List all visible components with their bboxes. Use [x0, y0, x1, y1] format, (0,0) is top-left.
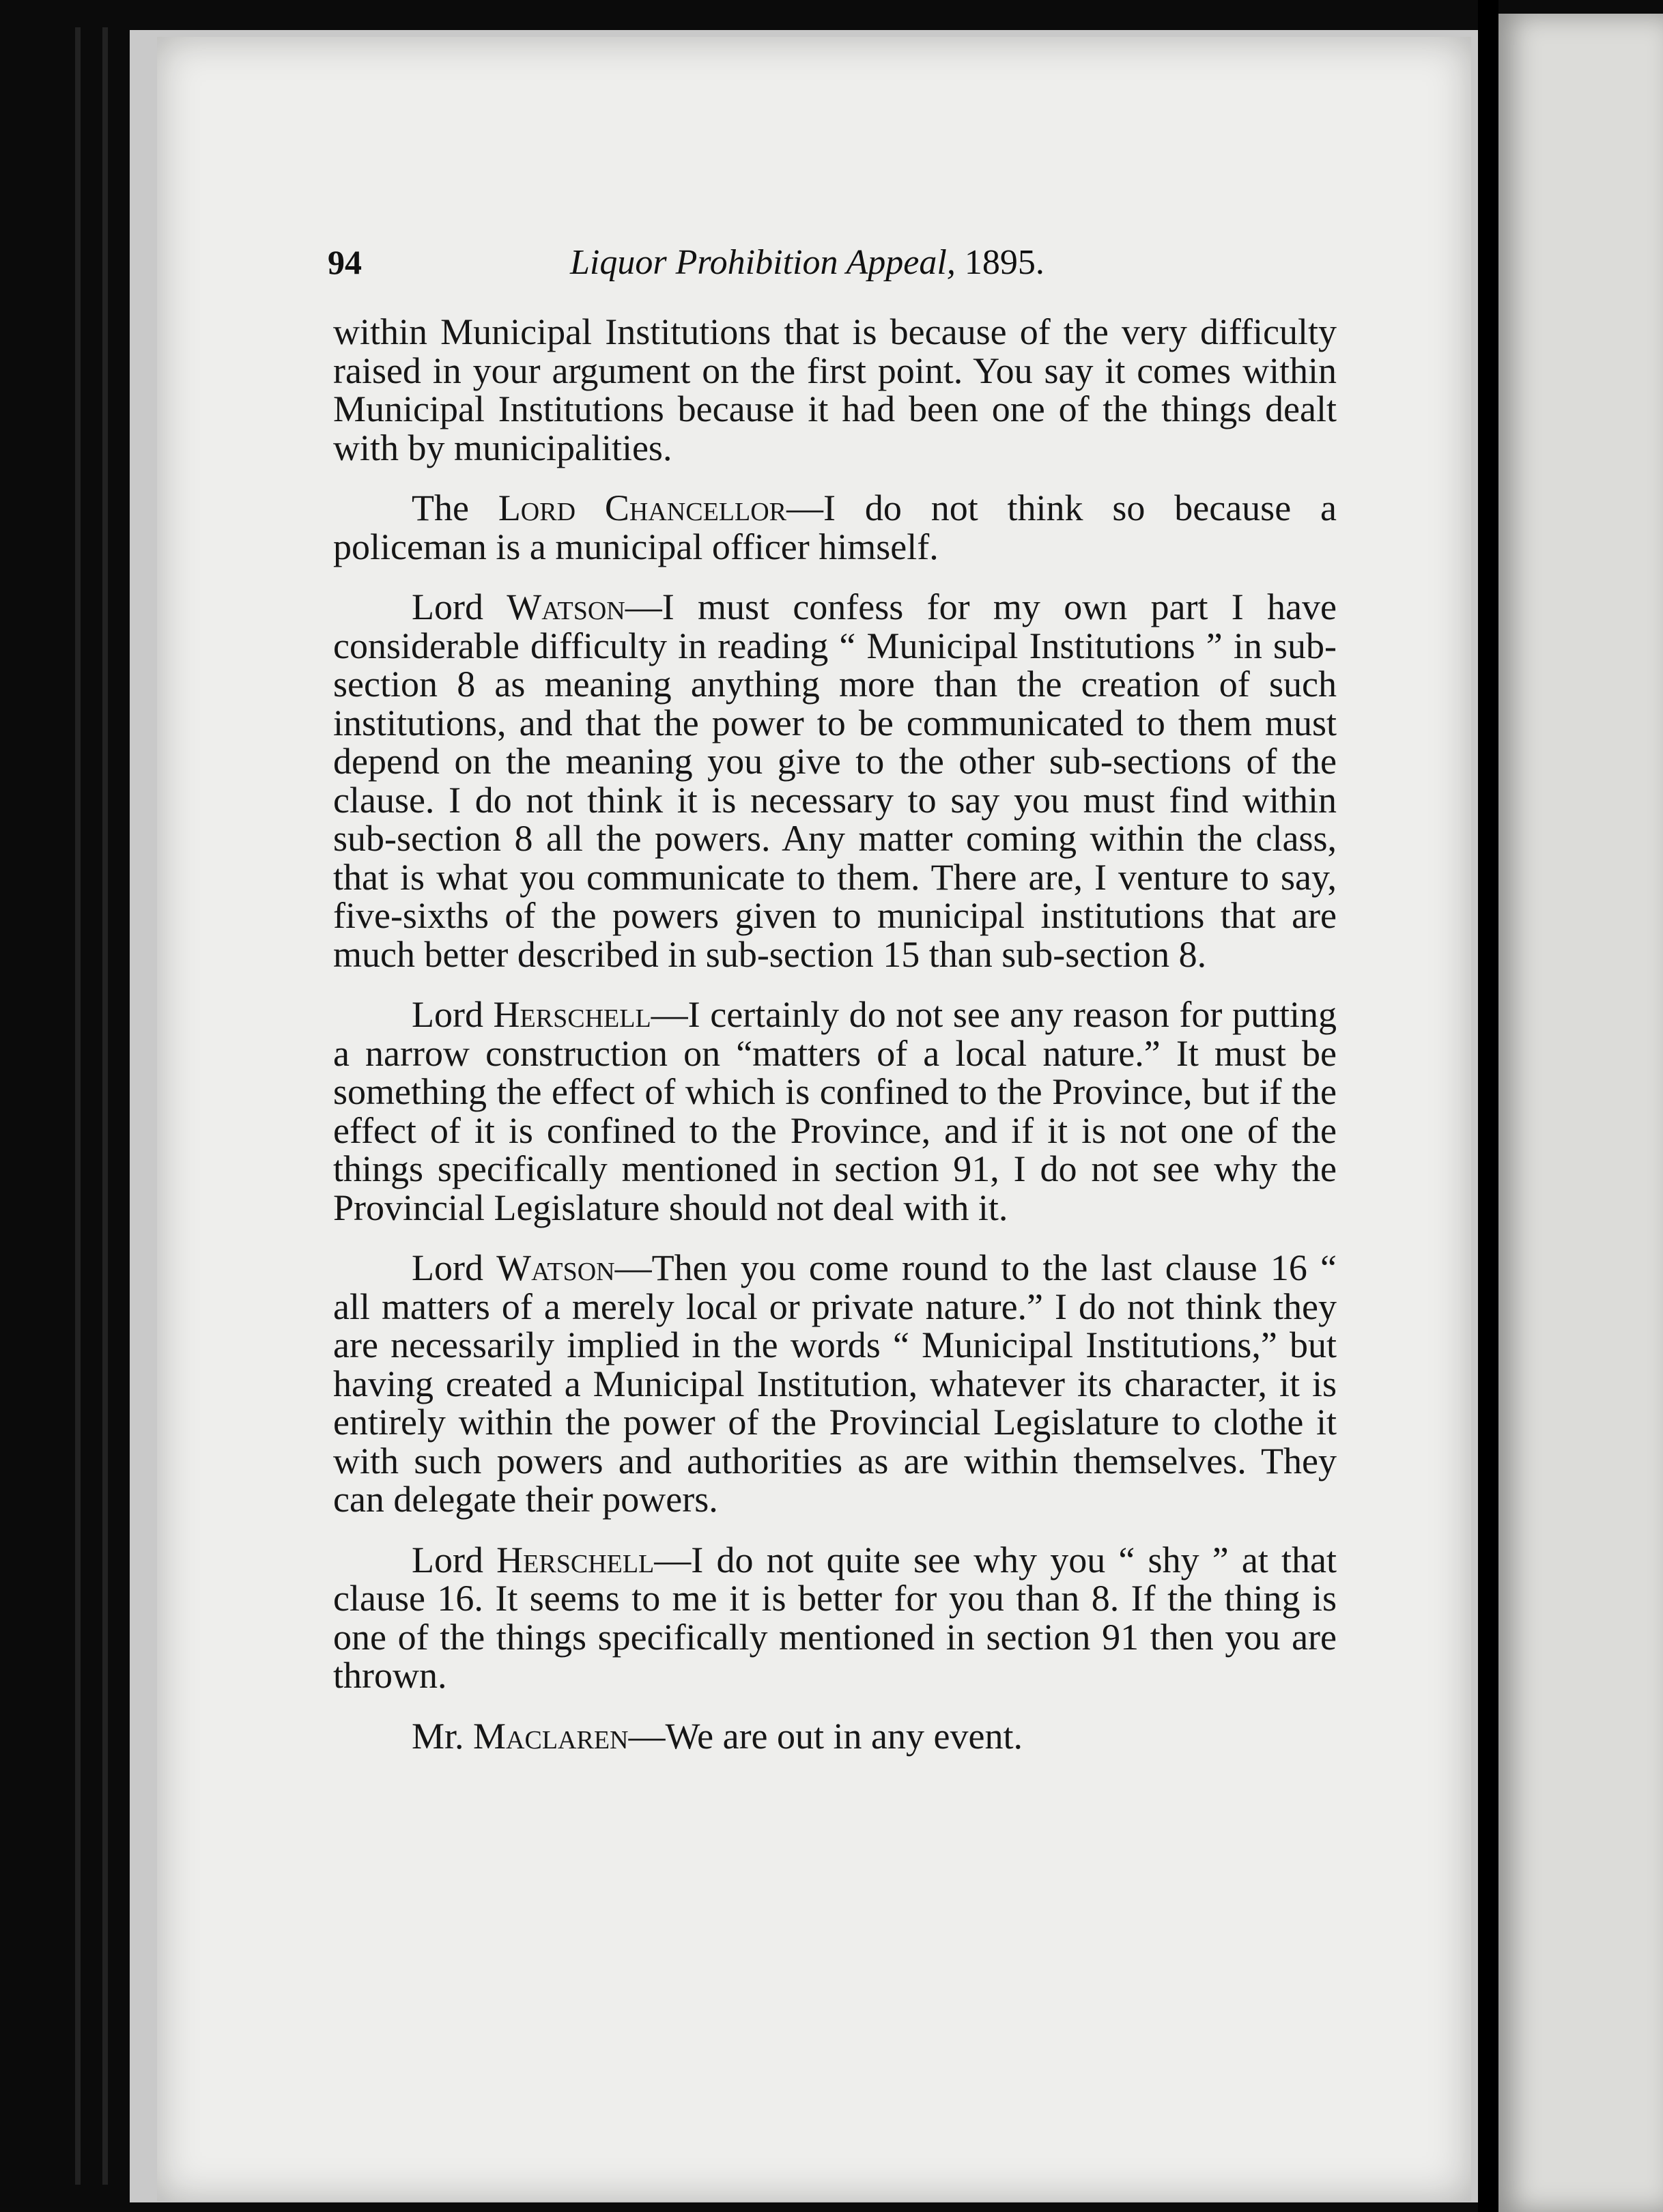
speaker-prefix: Mr. [412, 1715, 474, 1757]
paragraph-text: —I do not think so because a policeman is a municipal officer himself. [333, 487, 1337, 567]
paragraph [333, 588, 1337, 974]
book-gutter [1478, 0, 1498, 2212]
paragraph-text: —Then you come round to the last clause 16 “ all matters of a merely local or private nature.” I do not think they are necessarily implied in the words “ Municipal Institutions,” but having created a Municipal Institution, whatever its character, it is entirely within the power of the Provincial Legislature to clothe it with such powers and authorities as are within themselves. They can delegate their powers. [333, 1247, 1337, 1520]
running-title [570, 242, 1044, 283]
speaker-prefix: Lord [412, 586, 507, 627]
running-title-italic: Liquor Prohibition Appeal, [570, 243, 956, 282]
body-text [333, 313, 1337, 1755]
speaker-prefix: The [412, 487, 498, 528]
running-header [328, 242, 1092, 297]
speaker-name: Herschell [493, 994, 651, 1035]
speaker-name: Lord Chancellor [498, 487, 786, 528]
paragraph-text: —I must confess for my own part I have considerable difficulty in reading “ Municipal Institutions ” in sub-section 8 as meaning anything more than the creation of such institutions, and that the power to be communicated to them must depend on the meaning you give to the other sub-sections of the clause. I do not think it is necessary to say you must find within sub-section 8 all the powers. Any matter coming within the class, that is what you communicate to them. There are, I venture to say, five-sixths of the powers given to municipal institutions that are much better described in sub-section 15 than sub-section 8. [333, 586, 1337, 975]
book-edge-line [75, 27, 81, 2185]
speaker-name: Watson [496, 1247, 615, 1288]
paragraph [333, 489, 1337, 566]
paragraph-text: —I certainly do not see any reason for putting a narrow construction on “matters of a local nature.” It must be something the effect of which is confined to the Province, but if the effect of it is confined to the Province, and if it is not one of the things specifically mentioned in section 91, I do not see why the Provincial Legislature should not deal with it. [333, 994, 1337, 1228]
paragraph-text: within Municipal Institutions that is because of the very difficulty raised in your argument on the first point. You say it comes within Municipal Institutions because it had been one of the things dealt with by municipalities. [333, 311, 1337, 468]
paragraph [333, 1717, 1337, 1756]
speaker-prefix: Lord [412, 994, 494, 1035]
book-edge-line [102, 27, 108, 2185]
speaker-name: Herschell [496, 1539, 655, 1580]
page-number: 94 [328, 243, 362, 281]
paragraph [333, 1249, 1337, 1519]
paragraph-text: —I do not quite see why you “ shy ” at that clause 16. It seems to me it is better for you than 8. If the thing is one of the things specifically mentioned in section 91 then you are thrown. [333, 1539, 1337, 1696]
running-title-year: 1895. [955, 243, 1044, 282]
speaker-prefix: Lord [412, 1539, 497, 1580]
paragraph [333, 313, 1337, 467]
paragraph-text: —We are out in any event. [628, 1715, 1023, 1757]
paragraph [333, 1541, 1337, 1695]
speaker-prefix: Lord [412, 1247, 497, 1288]
paragraph [333, 995, 1337, 1227]
speaker-name: Maclaren [473, 1715, 629, 1757]
speaker-name: Watson [507, 586, 625, 627]
facing-page-edge [1498, 14, 1663, 2212]
